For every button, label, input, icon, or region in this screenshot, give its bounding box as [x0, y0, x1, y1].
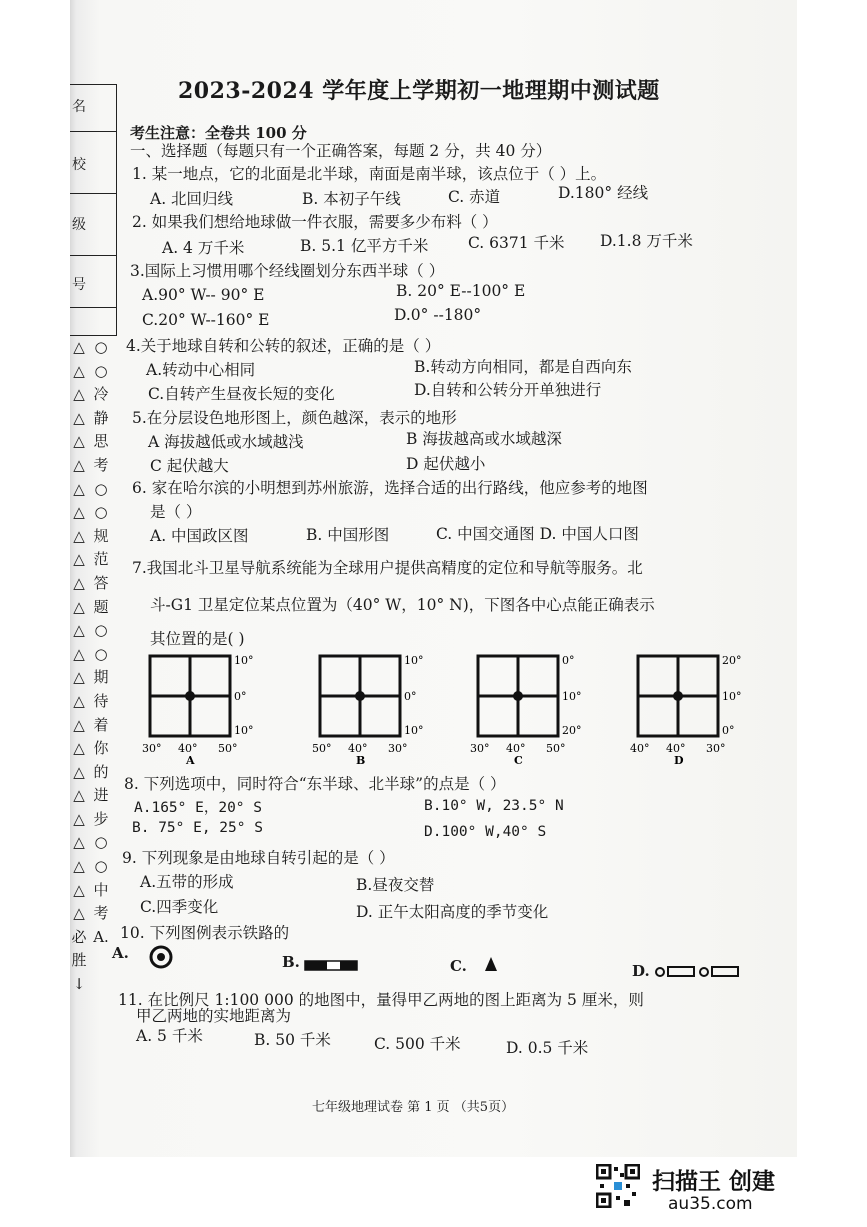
q2-option-a: A. 4 万千米: [162, 239, 245, 257]
binding-margin-column-1: [70, 336, 88, 997]
binding-row-divider: [70, 131, 116, 132]
binding-margin-col1-char: △: [73, 432, 85, 451]
q4-option-c: C.自转产生昼夜长短的变化: [148, 385, 335, 403]
binding-margin-col1-char: △: [73, 691, 85, 710]
binding-row-divider: [70, 255, 116, 256]
grid-d-lat-mid: 10°: [722, 690, 742, 703]
grid-d-lon-mid: 40°: [666, 742, 686, 755]
binding-margin-col2-char: 冷: [93, 385, 109, 404]
q11-option-c: C. 500 千米: [374, 1035, 461, 1053]
binding-margin-col2-char: 范: [93, 550, 109, 569]
q1-option-c: C. 赤道: [448, 188, 501, 206]
grid-c-letter: C: [514, 754, 523, 765]
binding-margin-col1-char: △: [73, 503, 85, 522]
binding-margin-col2-char: 题: [93, 597, 109, 616]
grid-c-lat-top: 0°: [562, 654, 575, 667]
q8-option-d: D.100° W,40° S: [424, 824, 547, 840]
grid-b-lon-mid: 40°: [348, 742, 368, 755]
qr-code-icon: [596, 1164, 640, 1208]
binding-margin-col1-char: △: [73, 621, 85, 640]
binding-margin-col1-char: 必: [71, 927, 87, 946]
question-8: 8. 下列选项中，同时符合“东半球、北半球”的点是（ ）: [124, 775, 506, 793]
q6-option-cd: C. 中国交通图 D. 中国人口图: [436, 525, 639, 543]
binding-margin-col1-char: 胜: [71, 951, 87, 970]
binding-margin-col2-char: ○: [94, 644, 108, 663]
q11-option-a: A. 5 千米: [136, 1027, 203, 1045]
binding-margin-col1-char: △: [73, 762, 85, 781]
binding-margin-col2-char: 步: [93, 809, 109, 828]
question-6-cont: 是（ ）: [150, 503, 202, 521]
question-2: 2. 如果我们想给地球做一件衣服，需要多少布料（ ）: [132, 213, 498, 231]
question-9: 9. 下列现象是由地球自转引起的是（ ）: [122, 849, 395, 867]
q9-option-a: A.五带的形成: [140, 873, 234, 891]
q1-option-b: B. 本初子午线: [302, 190, 401, 208]
binding-margin-col1-char: △: [73, 668, 85, 687]
q4-option-a: A.转动中心相同: [146, 361, 256, 379]
q8-option-a: A.165° E，20° S: [134, 800, 262, 816]
binding-label-class: 级: [72, 217, 86, 233]
binding-margin-col1-char: △: [73, 408, 85, 427]
q10-symbol-a: [148, 944, 174, 974]
grid-a-lon-left: 30°: [142, 742, 162, 755]
grid-a-lat-bottom: 10°: [234, 724, 254, 737]
grid-d-letter: D: [674, 754, 684, 765]
grid-b-lat-bottom: 10°: [404, 724, 424, 737]
binding-margin-col2-char: 规: [93, 526, 109, 545]
binding-margin-col2-char: 你: [93, 739, 109, 758]
question-4: 4.关于地球自转和公转的叙述，正确的是（ ）: [126, 337, 441, 355]
binding-margin-col2-char: ○: [94, 857, 108, 876]
q5-option-a: A 海拔越低或水域越浅: [148, 433, 304, 451]
question-7-end: 其位置的是( ): [150, 630, 245, 648]
q3-option-a: A.90° W-- 90° E: [142, 286, 265, 304]
grid-a-center-point: [185, 691, 195, 701]
binding-margin-col1-char: △: [73, 361, 85, 380]
scanner-brand-url: au35.com: [668, 1194, 753, 1214]
binding-margin-col1-char: △: [73, 809, 85, 828]
q5-option-d: D 起伏越小: [406, 455, 486, 473]
q8-option-c: B. 75° E, 25° S: [132, 820, 263, 836]
q4-option-b: B.转动方向相同，都是自西向东: [414, 358, 632, 376]
q1-option-a: A. 北回归线: [150, 190, 234, 208]
grid-figure-b: [310, 650, 440, 769]
q10-symbol-c-peak: [484, 956, 498, 976]
binding-margin-col2-char: ○: [94, 503, 108, 522]
q3-option-d: D.0° --180°: [394, 306, 482, 324]
scanner-brand-name: 扫描王 创建: [652, 1169, 776, 1195]
binding-margin-col2-char: 期: [93, 668, 109, 687]
grid-a-lat-mid: 0°: [234, 690, 247, 703]
grid-c-lon-mid: 40°: [506, 742, 526, 755]
binding-label-name: 名: [72, 99, 86, 115]
grid-b-lat-top: 10°: [404, 654, 424, 667]
question-11: 11. 在比例尺 1:100 000 的地图中，量得甲乙两地的图上距离为 5 厘米，则: [118, 991, 644, 1009]
grid-b-lon-right: 30°: [388, 742, 408, 755]
grid-c-lat-mid: 10°: [562, 690, 582, 703]
grid-a-lon-mid: 40°: [178, 742, 198, 755]
grid-d-lon-right: 30°: [706, 742, 726, 755]
grid-d-lat-top: 20°: [722, 654, 742, 667]
binding-margin-col2-char: 着: [93, 715, 109, 734]
binding-margin-col2-char: 考: [93, 904, 109, 923]
binding-row-divider: [70, 307, 116, 308]
binding-label-number: 号: [72, 277, 86, 293]
binding-margin-col2-char: ○: [94, 338, 108, 356]
binding-margin-col2-char: 思: [93, 432, 109, 451]
q4-option-d: D.自转和公转分开单独进行: [414, 381, 602, 399]
binding-margin-col1-char: △: [73, 526, 85, 545]
q1-option-d: D.180° 经线: [558, 184, 649, 202]
q3-option-b: B. 20° E--100° E: [396, 282, 526, 300]
grid-a-lat-top: 10°: [234, 654, 254, 667]
binding-margin-col2-char: 进: [93, 786, 109, 805]
question-6: 6. 家在哈尔滨的小明想到苏州旅游，选择合适的出行路线，他应参考的地图: [132, 479, 648, 497]
q9-option-b: B.昼夜交替: [356, 876, 435, 894]
grid-a-lon-right: 50°: [218, 742, 238, 755]
page-footer: 七年级地理试卷 第 1 页 （共5页）: [312, 1100, 515, 1115]
binding-margin-col1-char: △: [73, 880, 85, 899]
q2-option-c: C. 6371 千米: [468, 234, 565, 252]
grid-c-lon-left: 30°: [470, 742, 490, 755]
grid-b-center-point: [355, 691, 365, 701]
binding-margin-col1-char: △: [73, 573, 85, 592]
binding-label-school: 校: [72, 157, 86, 173]
question-7-cont: 斗-G1 卫星定位某点位置为（40° W，10° N)，下图各中心点能正确表示: [150, 596, 655, 614]
grid-d-center-point: [673, 691, 683, 701]
grid-figure-c: [468, 650, 598, 769]
binding-margin-col1-char: △: [73, 550, 85, 569]
grid-b-lat-mid: 0°: [404, 690, 417, 703]
binding-margin-col1-char: △: [73, 385, 85, 404]
binding-margin-col1-char: △: [73, 597, 85, 616]
grid-c-center-point: [513, 691, 523, 701]
question-11-cont: 甲乙两地的实地距离为: [136, 1007, 292, 1025]
grid-c-svg: [468, 650, 598, 765]
q6-option-a: A. 中国政区图: [150, 527, 249, 545]
binding-margin-col2-char: ○: [94, 833, 108, 852]
q10-symbol-d: [654, 964, 740, 983]
grid-d-lon-left: 40°: [630, 742, 650, 755]
binding-margin-col1-char: △: [73, 644, 85, 663]
q3-option-c: C.20° W--160° E: [142, 311, 270, 329]
q2-option-b: B. 5.1 亿平方千米: [300, 237, 429, 255]
binding-margin-col1-char: △: [73, 904, 85, 923]
binding-margin-col1-char: △: [73, 857, 85, 876]
binding-row-divider: [70, 193, 116, 194]
q10-option-a-label: A.: [112, 944, 129, 962]
section-heading: 一、选择题（每题只有一个正确答案，每题 2 分，共 40 分）: [130, 142, 552, 160]
binding-margin-col2-char: 答: [93, 573, 109, 592]
question-3: 3.国际上习惯用哪个经线圈划分东西半球（ ）: [130, 262, 445, 280]
q8-option-b: B.10° W, 23.5° N: [424, 798, 564, 814]
binding-margin-col2-char: 中: [93, 880, 109, 899]
q2-option-d: D.1.8 万千米: [600, 232, 693, 250]
binding-margin-col2-char: 待: [93, 691, 109, 710]
binding-margin-col1-char: △: [73, 455, 85, 474]
q10-option-d-label: D.: [632, 962, 650, 980]
q10-option-c-label: C.: [450, 957, 467, 975]
grid-figure-d: [628, 650, 758, 769]
binding-margin-col2-char: A.: [93, 927, 109, 946]
binding-margin-col2-char: ○: [94, 621, 108, 640]
grid-d-lat-bottom: 0°: [722, 724, 735, 737]
binding-margin-col2-char: 的: [93, 762, 109, 781]
binding-margin-col2-char: 考: [93, 455, 109, 474]
binding-margin-col1-char: ↓: [72, 975, 86, 994]
exam-notice: 考生注意：全卷共 100 分: [130, 124, 307, 142]
binding-margin-col1-char: △: [73, 715, 85, 734]
grid-c-lat-bottom: 20°: [562, 724, 582, 737]
q10-symbol-b-railway: [304, 957, 358, 976]
q6-option-b: B. 中国形图: [306, 526, 390, 544]
binding-margin-col2-char: ○: [94, 361, 108, 380]
grid-figure-a: [140, 650, 270, 769]
grid-a-svg: [140, 650, 270, 765]
binding-margin-col2-char: 静: [93, 408, 109, 427]
binding-margin-col2-char: ○: [94, 479, 108, 498]
grid-b-lon-left: 50°: [312, 742, 332, 755]
question-1: 1. 某一地点，它的北面是北半球，南面是南半球，该点位于（ ）上。: [132, 165, 607, 183]
binding-margin-col1-char: △: [73, 479, 85, 498]
grid-d-svg: [628, 650, 758, 765]
q9-option-d: D. 正午太阳高度的季节变化: [356, 903, 549, 921]
q11-option-b: B. 50 千米: [254, 1031, 331, 1049]
page-title: 2023-2024 学年度上学期初一地理期中测试题: [178, 78, 660, 104]
q5-option-b: B 海拔越高或水域越深: [406, 430, 562, 448]
binding-margin-column-2: [92, 336, 110, 949]
q10-option-b-label: B.: [282, 953, 300, 971]
q5-option-c: C 起伏越大: [150, 457, 229, 475]
binding-table: [70, 84, 117, 336]
binding-margin-col1-char: △: [73, 786, 85, 805]
question-10: 10. 下列图例表示铁路的: [120, 924, 290, 942]
q11-option-d: D. 0.5 千米: [506, 1039, 589, 1057]
grid-a-letter: A: [186, 754, 195, 765]
grid-b-letter: B: [356, 754, 366, 765]
binding-margin-col1-char: △: [73, 739, 85, 758]
q9-option-c: C.四季变化: [140, 898, 219, 916]
grid-c-lon-right: 50°: [546, 742, 566, 755]
binding-margin-col1-char: △: [73, 833, 85, 852]
grid-b-svg: [310, 650, 440, 765]
question-5: 5.在分层设色地形图上，颜色越深，表示的地形: [132, 409, 457, 427]
binding-margin-col1-char: △: [73, 338, 85, 356]
question-7: 7.我国北斗卫星导航系统能为全球用户提供高精度的定位和导航等服务。北: [132, 559, 643, 577]
